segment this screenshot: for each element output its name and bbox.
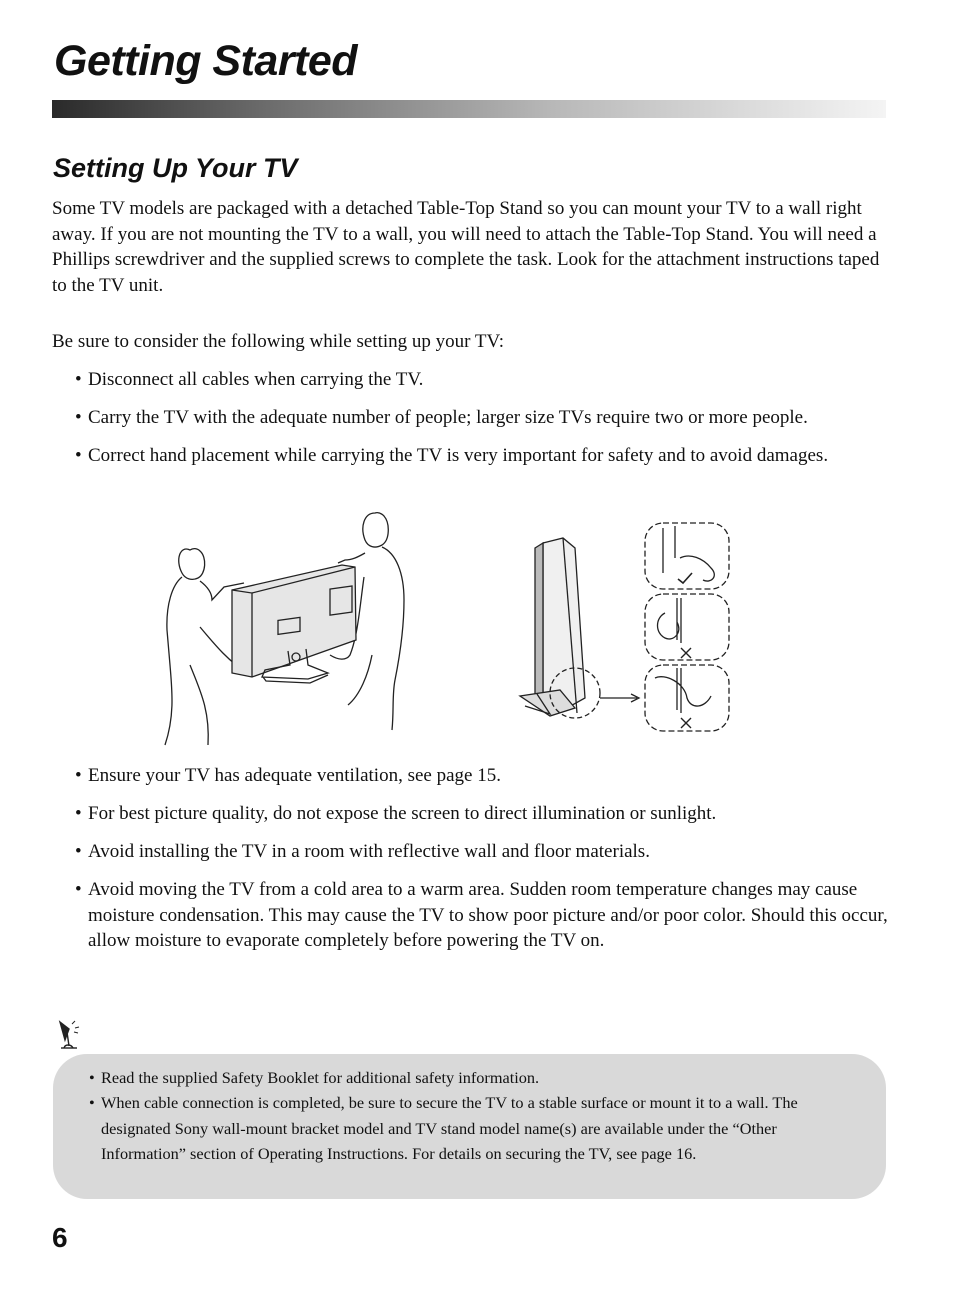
list-item: • Carry the TV with the adequate number of people; larger size TVs require two or more people.: [75, 405, 905, 431]
note-list: [89, 1065, 849, 1166]
page-number: 6: [52, 1222, 68, 1253]
correct-hand-callout: [645, 523, 729, 589]
environment-bullet-list: [75, 763, 905, 966]
page-title: Getting Started: [54, 37, 358, 85]
list-item: • Ensure your TV has adequate ventilation, see page 15.: [75, 763, 905, 789]
incorrect-hand-callout: [645, 665, 729, 731]
list-item: • Avoid installing the TV in a room with reflective wall and floor materials.: [75, 839, 905, 865]
list-item: • Read the supplied Safety Booklet for additional safety information.: [89, 1065, 849, 1090]
two-people-carrying-tv-illustration: [160, 505, 420, 750]
intro-paragraph: Some TV models are packaged with a detached Table-Top Stand so you can mount your TV to a wall right away. If you are not mounting the TV to a wall, you will need to attach the Table-Top Stand. You will need a Phillips screwdriver and the supplied screws to complete the task. Look for the attachment instructions taped to the TV unit.: [52, 198, 880, 296]
list-item: • Correct hand placement while carrying the TV is very important for safety and to avoid damages.: [75, 443, 905, 469]
list-item: • For best picture quality, do not expose the screen to direct illumination or sunlight.: [75, 801, 905, 827]
lead-paragraph: Be sure to consider the following while setting up your TV:: [52, 331, 505, 352]
title-gradient-bar: [52, 100, 886, 118]
tip-lamp-icon: [55, 1018, 93, 1052]
section-title: Setting Up Your TV: [53, 153, 298, 183]
list-item: • Avoid moving the TV from a cold area to a warm area. Sudden room temperature changes may cause moisture condensation. This may cause the TV to show poor picture and/or poor color. Should this occur, allow moisture to evaporate completely before powering the TV on.: [75, 877, 905, 954]
setup-bullet-list: [75, 367, 905, 481]
incorrect-hand-callout: [645, 594, 729, 660]
list-item: • Disconnect all cables when carrying the TV.: [75, 367, 905, 393]
hand-placement-illustration: [515, 518, 735, 740]
list-item: • When cable connection is completed, be sure to secure the TV to a stable surface or mount it to a wall. The designated Sony wall-mount bracket model and TV stand model name(s) are available under the “Other Information” section of Operating Instructions. For details on securing the TV, see page 16.: [89, 1090, 849, 1166]
